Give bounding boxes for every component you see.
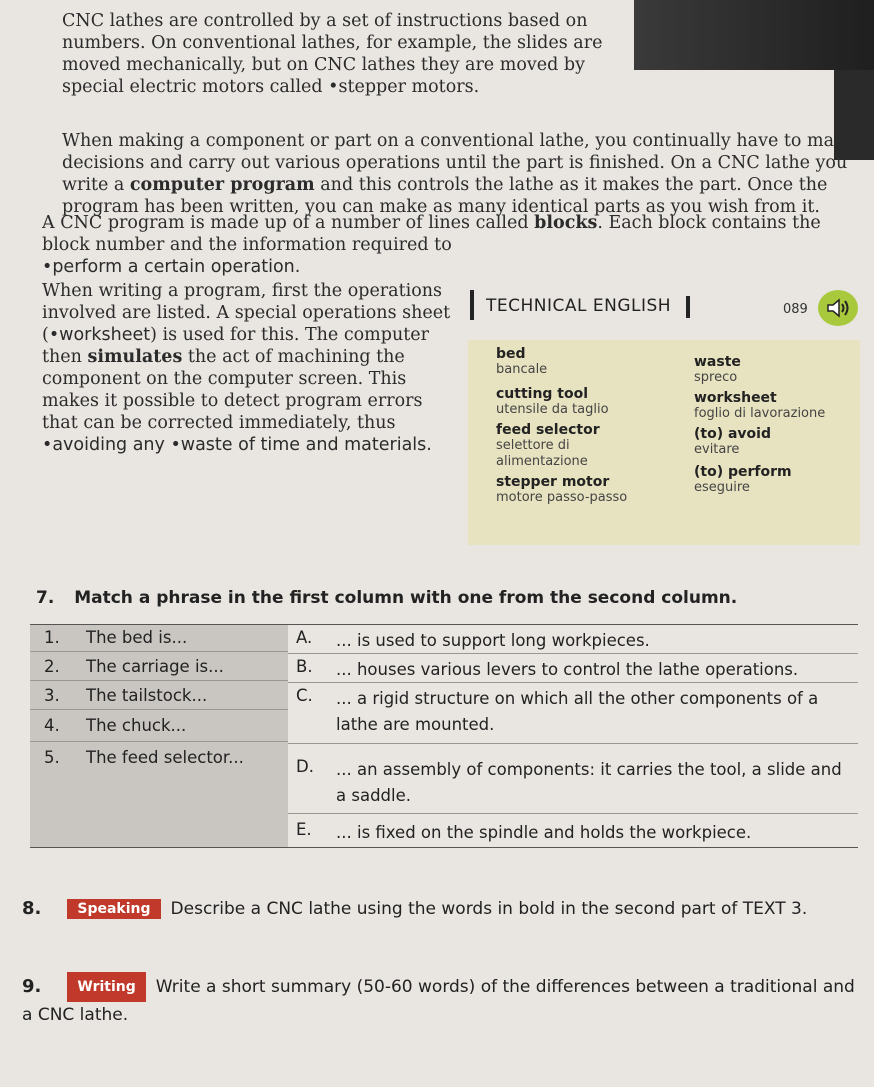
exercise-8-text: Describe a CNC lathe using the words in bold in the second part of TEXT 3. [170,899,808,919]
corner-photo-fragment [634,0,874,70]
paragraph-intro [62,10,622,98]
paragraph-intro-text: CNC lathes are controlled by a set of instructions based on numbers. On conventional lathes, for example, the slides are moved mechanically, but on CNC lathes they are moved by special electric motors called •stepper motors. [62,11,603,97]
glossary-translation: utensile da taglio [496,402,609,417]
header-bar-left [470,290,474,320]
row-text: ... a rigid structure on which all the other components of a lathe are mounted. [336,689,819,734]
p2-text-a: When making a component or part on a conventional lathe, you continually have to make decisions and carry out various operations until the part is finished. On a CNC lathe you write a [62,131,856,195]
audio-track-number: 089 [783,302,808,317]
glossary-column-1 [482,346,627,510]
glossary-term: worksheet [694,390,777,406]
technical-english-title: TECHNICAL ENGLISH [486,296,672,316]
matching-right-column [288,625,858,847]
row-text: ... is used to support long workpieces. [336,631,650,650]
p4-worksheet: •worksheet [48,325,151,345]
p4-bold: simulates [87,347,183,367]
row-number: 2. [44,657,60,676]
exercise-9 [22,972,862,1028]
glossary-translation: motore passo-passo [496,490,628,505]
p3-text-a: A CNC program is made up of a number of lines called [42,213,535,233]
row-letter: D. [296,757,314,776]
row-letter: E. [296,820,312,839]
table-row [30,625,288,652]
row-text: ... is fixed on the spindle and holds the workpiece. [336,823,752,842]
table-row [288,625,858,654]
matching-left-column [30,625,288,847]
paragraph-worksheet [42,280,452,456]
p3-bold: blocks [534,213,598,233]
p2-text-b: and this controls the lathe as it makes the part. Once the program has been written, you can make as many identical parts as you wish from it. [62,175,828,217]
glossary-entry [694,426,825,458]
row-text: The carriage is... [86,657,224,676]
p2-bold: computer program [129,175,315,195]
glossary-term: (to) avoid [694,426,771,442]
table-row [288,654,858,683]
speaking-badge: Speaking [67,899,160,919]
row-number: 4. [44,716,60,735]
glossary-entry [496,346,627,378]
glossary-term: bed [496,346,526,362]
exercise-9-text: Write a short summary (50-60 words) of the differences between a traditional and a CNC lathe. [22,977,855,1025]
matching-table [30,624,858,848]
row-text: The tailstock... [86,686,208,705]
glossary-translation: bancale [496,362,548,377]
row-number: 5. [44,748,60,767]
exercise-7-number: 7. [36,588,55,608]
table-row [30,654,288,681]
table-row [30,683,288,710]
glossary-entry [496,474,627,506]
row-letter: C. [296,686,313,705]
exercise-8 [22,898,807,919]
glossary-entry [694,390,825,422]
exercise-7-heading [36,588,737,608]
glossary-box [468,340,860,545]
glossary-translation: foglio di lavorazione [694,406,826,421]
p4-text-b: ) is used for this. The computer then [42,325,429,367]
glossary-entry [496,386,627,418]
p3-text-b: . Each block contains the block number and the information required to [42,213,821,255]
glossary-translation: evitare [694,442,740,457]
glossary-translation: selettore di alimentazione [496,438,588,469]
glossary-entry [694,464,825,496]
p4-text-c: the act of machining the component on the computer screen. This makes it possible to detect program errors that can be corrected immediately, thus [42,347,423,433]
glossary-translation: eseguire [694,480,750,495]
row-text: The chuck... [86,716,187,735]
exercise-7-instruction: Match a phrase in the first column with one from the second column. [74,588,738,608]
row-number: 1. [44,628,60,647]
paragraph-program [62,130,862,218]
row-text: The feed selector... [86,748,244,767]
row-letter: B. [296,657,313,676]
glossary-entry [694,354,825,386]
table-row [30,745,288,771]
exercise-8-number: 8. [22,898,42,919]
glossary-term: (to) perform [694,464,792,480]
glossary-term: stepper motor [496,474,610,490]
row-text: The bed is... [86,628,188,647]
row-number: 3. [44,686,60,705]
exercise-9-number: 9. [22,976,42,997]
glossary-entry [496,422,627,470]
glossary-term: cutting tool [496,386,589,402]
row-text: ... an assembly of components: it carries the tool, a slide and a saddle. [336,760,842,805]
glossary-term: waste [694,354,741,370]
technical-english-header [470,290,860,332]
table-row [288,745,858,814]
p3-text-c: •perform a certain operation. [42,257,301,277]
table-row [288,817,858,845]
row-letter: A. [296,628,313,647]
p4-text-d: •avoiding any •waste of time and materials. [42,435,432,455]
glossary-term: feed selector [496,422,600,438]
paragraph-blocks [42,212,842,278]
writing-badge: Writing [67,972,145,1002]
speaker-icon[interactable] [818,290,858,326]
p4-text-a: When writing a program, first the operations involved are listed. A special operations sheet ( [42,281,451,345]
glossary-translation: spreco [694,370,738,385]
row-text: ... houses various levers to control the lathe operations. [336,660,799,679]
table-row [30,713,288,742]
table-row [288,683,858,744]
glossary-column-2 [680,346,825,500]
header-bar-right [686,296,690,318]
